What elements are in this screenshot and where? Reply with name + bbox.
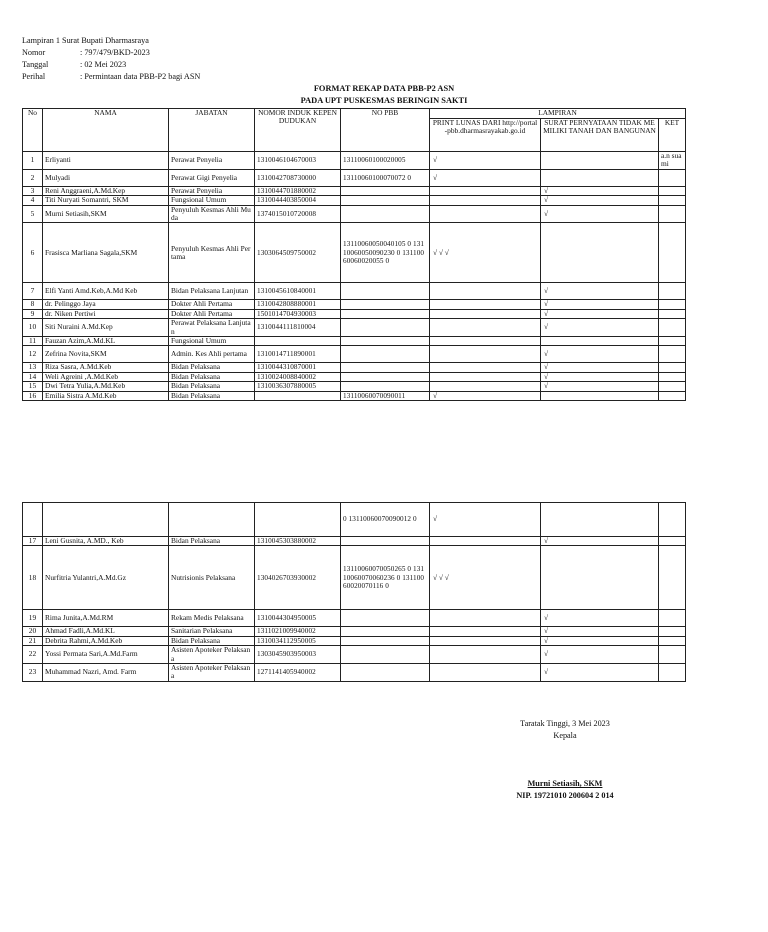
table-row	[23, 337, 686, 346]
cell-print	[430, 363, 541, 372]
cell-nama: Dwi Tetra Yulia,A.Md.Keb	[43, 382, 169, 391]
cell-pbb: 0 13110060070090012 0	[341, 503, 430, 537]
doc-title-line2: PADA UPT PUSKESMAS BERINGIN SAKTI	[300, 96, 468, 105]
cell-nik	[255, 503, 341, 537]
cell-surat: √	[541, 283, 659, 300]
cell-surat: √	[541, 186, 659, 195]
cell-no: 15	[23, 382, 43, 391]
cell-nik	[255, 337, 341, 346]
cell-nik: 1310044111810004	[255, 319, 341, 337]
cell-print	[430, 537, 541, 546]
cell-surat	[541, 503, 659, 537]
cell-surat: √	[541, 363, 659, 372]
header-key: Tanggal	[22, 60, 49, 69]
cell-no: 16	[23, 391, 43, 400]
cell-surat	[541, 391, 659, 400]
cell-pbb	[341, 664, 430, 682]
cell-jabatan: Perawat Pelaksana Lanjutan	[169, 319, 255, 337]
cell-no: 2	[23, 169, 43, 186]
cell-nama: Leni Gusnita, A.MD., Keb	[43, 537, 169, 546]
cell-pbb	[341, 186, 430, 195]
cell-print	[430, 627, 541, 636]
cell-ket	[659, 196, 686, 205]
cell-surat	[541, 223, 659, 283]
cell-no: 13	[23, 363, 43, 372]
cell-ket	[659, 372, 686, 381]
col-header-no: No	[23, 109, 43, 152]
cell-pbb: 13110060070050265 0 13110060070060236 0 13110060020070116 0	[341, 546, 430, 610]
cell-surat	[541, 337, 659, 346]
cell-pbb	[341, 372, 430, 381]
cell-jabatan: Perawat Penyelia	[169, 186, 255, 195]
header-value: : 02 Mei 2023	[80, 60, 127, 69]
cell-nik: 1501014704930003	[255, 309, 341, 318]
cell-nama: Erliyanti	[43, 152, 169, 170]
cell-nama: Titi Nuryati Somantri, SKM	[43, 196, 169, 205]
cell-jabatan: Sanitarian Pelaksana	[169, 627, 255, 636]
cell-print	[430, 372, 541, 381]
cell-surat: √	[541, 196, 659, 205]
cell-nik: 1310036307880005	[255, 382, 341, 391]
cell-no: 20	[23, 627, 43, 636]
cell-surat: √	[541, 636, 659, 645]
cell-jabatan: Nutrisionis Pelaksana	[169, 546, 255, 610]
cell-print	[430, 283, 541, 300]
cell-no: 12	[23, 346, 43, 363]
cell-no	[23, 503, 43, 537]
cell-jabatan: Bidan Pelaksana Lanjutan	[169, 283, 255, 300]
cell-print: √	[430, 152, 541, 170]
cell-nama: Zefrina Novita,SKM	[43, 346, 169, 363]
cell-nik	[255, 391, 341, 400]
cell-nama: Yossi Permata Sari,A.Md.Farm	[43, 646, 169, 664]
table-row	[23, 372, 686, 381]
cell-jabatan	[169, 503, 255, 537]
cell-ket	[659, 300, 686, 309]
cell-pbb	[341, 196, 430, 205]
cell-no: 18	[23, 546, 43, 610]
cell-no: 22	[23, 646, 43, 664]
cell-pbb	[341, 382, 430, 391]
cell-surat: √	[541, 646, 659, 664]
cell-nama: dr. Pelinggo Jaya	[43, 300, 169, 309]
table-row	[23, 664, 686, 682]
cell-jabatan: Bidan Pelaksana	[169, 636, 255, 645]
cell-nama: Mulyadi	[43, 169, 169, 186]
cell-ket	[659, 610, 686, 627]
cell-jabatan: Bidan Pelaksana	[169, 372, 255, 381]
cell-print	[430, 346, 541, 363]
header-key: Nomor	[22, 48, 46, 57]
cell-surat: √	[541, 382, 659, 391]
cell-nik: 1374015010720008	[255, 205, 341, 223]
cell-ket	[659, 186, 686, 195]
table-row	[23, 627, 686, 636]
cell-nama	[43, 503, 169, 537]
table-row	[23, 309, 686, 318]
cell-print	[430, 664, 541, 682]
cell-nama: Muhammad Nazri, Amd. Farm	[43, 664, 169, 682]
header-key: Perihal	[22, 72, 46, 81]
cell-pbb	[341, 610, 430, 627]
cell-print	[430, 636, 541, 645]
cell-print	[430, 646, 541, 664]
cell-surat: √	[541, 300, 659, 309]
cell-nama: Fauzan Azim,A.Md.KL	[43, 337, 169, 346]
cell-nik: 1303045903950003	[255, 646, 341, 664]
doc-title-line1: FORMAT REKAP DATA PBB-P2 ASN	[313, 84, 455, 93]
cell-nama: dr. Niken Pertiwi	[43, 309, 169, 318]
cell-nik: 1310044403850004	[255, 196, 341, 205]
signature-nip: NIP. 19721010 200604 2 014	[516, 791, 614, 800]
cell-nama: Weli Agreini ,A.Md.Keb	[43, 372, 169, 381]
cell-print	[430, 337, 541, 346]
cell-nama: Reni Anggraeni,A.Md.Kep	[43, 186, 169, 195]
cell-nik: 1310044310870001	[255, 363, 341, 372]
cell-no: 23	[23, 664, 43, 682]
table-row	[23, 205, 686, 223]
cell-print	[430, 186, 541, 195]
cell-surat: √	[541, 319, 659, 337]
cell-print	[430, 610, 541, 627]
cell-jabatan: Rekam Medis Pelaksana	[169, 610, 255, 627]
cell-jabatan: Bidan Pelaksana	[169, 363, 255, 372]
cell-ket	[659, 337, 686, 346]
cell-ket	[659, 537, 686, 546]
cell-pbb	[341, 636, 430, 645]
table-row	[23, 300, 686, 309]
cell-no: 1	[23, 152, 43, 170]
cell-ket	[659, 391, 686, 400]
cell-ket	[659, 346, 686, 363]
cell-no: 5	[23, 205, 43, 223]
table-row	[23, 636, 686, 645]
cell-nik: 1310042708730000	[255, 169, 341, 186]
cell-nama: Debrita Rahmi,A.Md.Keb	[43, 636, 169, 645]
table-row	[23, 169, 686, 186]
cell-no: 8	[23, 300, 43, 309]
cell-ket	[659, 319, 686, 337]
table-row	[23, 382, 686, 391]
cell-surat: √	[541, 610, 659, 627]
cell-ket	[659, 382, 686, 391]
cell-ket	[659, 546, 686, 610]
col-header-surat: SURAT PERNYATAAN TIDAK MEMILIKI TANAH DAN BANGUNAN	[541, 119, 659, 152]
col-header-nopbb: NO PBB	[341, 109, 430, 152]
cell-ket	[659, 205, 686, 223]
cell-nik: 1310046104670003	[255, 152, 341, 170]
cell-no: 6	[23, 223, 43, 283]
signature-name-block	[470, 778, 660, 802]
cell-print	[430, 319, 541, 337]
signature-block	[470, 718, 660, 742]
cell-jabatan: Perawat Penyelia	[169, 152, 255, 170]
col-header-print: PRINT LUNAS DARI http://portal-pbb.dharmasrayakab.go.id	[430, 119, 541, 152]
cell-nama: Elfi Yanti Amd.Keb,A.Md Keb	[43, 283, 169, 300]
cell-jabatan: Dokter Ahli Pertama	[169, 300, 255, 309]
cell-pbb	[341, 363, 430, 372]
cell-pbb: 13110060100020005	[341, 152, 430, 170]
table-row	[23, 363, 686, 372]
cell-jabatan: Penyuluh Kesmas Ahli Muda	[169, 205, 255, 223]
cell-print: √	[430, 503, 541, 537]
table-row	[23, 319, 686, 337]
col-header-ket: KET	[659, 119, 686, 152]
cell-pbb: 13110060070090011	[341, 391, 430, 400]
table-row	[23, 223, 686, 283]
cell-nama: Riza Sasra, A.Md.Keb	[43, 363, 169, 372]
cell-ket	[659, 309, 686, 318]
cell-ket	[659, 503, 686, 537]
cell-jabatan: Penyuluh Kesmas Ahli Pertama	[169, 223, 255, 283]
cell-print: √	[430, 169, 541, 186]
cell-jabatan: Admin. Kes Ahli pertama	[169, 346, 255, 363]
table-row	[23, 537, 686, 546]
cell-pbb	[341, 646, 430, 664]
cell-print: √ √ √	[430, 223, 541, 283]
cell-pbb	[341, 537, 430, 546]
cell-ket	[659, 627, 686, 636]
cell-ket	[659, 169, 686, 186]
cell-pbb	[341, 309, 430, 318]
cell-pbb	[341, 627, 430, 636]
cell-nama: Rima Junita,A.Md.RM	[43, 610, 169, 627]
cell-no: 14	[23, 372, 43, 381]
header-perihal	[22, 71, 200, 83]
cell-jabatan: Bidan Pelaksana	[169, 391, 255, 400]
signature-name: Murni Setiasih, SKM	[527, 779, 603, 788]
cell-surat: √	[541, 537, 659, 546]
cell-nik: 1310045610840001	[255, 283, 341, 300]
cell-pbb: 13110060050040105 0 13110060050090230 0 13110060060020055 0	[341, 223, 430, 283]
cell-surat: √	[541, 627, 659, 636]
cell-pbb: 13110060100070072 0	[341, 169, 430, 186]
signature-place-date: Taratak Tinggi, 3 Mei 2023	[520, 719, 610, 728]
table-row	[23, 610, 686, 627]
cell-no: 19	[23, 610, 43, 627]
table-row	[23, 346, 686, 363]
cell-print	[430, 205, 541, 223]
cell-nik: 1310044304950005	[255, 610, 341, 627]
cell-ket	[659, 283, 686, 300]
cell-print: √ √ √	[430, 546, 541, 610]
cell-surat: √	[541, 205, 659, 223]
cell-ket	[659, 636, 686, 645]
letter-header	[22, 35, 200, 83]
cell-nik: 1304026703930002	[255, 546, 341, 610]
table-row	[23, 186, 686, 195]
cell-nama: Siti Nuraini A.Md.Kep	[43, 319, 169, 337]
table-row	[23, 391, 686, 400]
cell-jabatan: Asisten Apoteker Pelaksana	[169, 664, 255, 682]
cell-surat: √	[541, 346, 659, 363]
cell-nama: Frasisca Marliana Sagala,SKM	[43, 223, 169, 283]
cell-nik: 1310045303880002	[255, 537, 341, 546]
cell-ket	[659, 646, 686, 664]
cell-print	[430, 196, 541, 205]
cell-nama: Nurfitria Yulantri,A.Md.Gz	[43, 546, 169, 610]
rekap-table-page2	[22, 502, 686, 682]
cell-no: 3	[23, 186, 43, 195]
cell-pbb	[341, 337, 430, 346]
header-tanggal	[22, 59, 200, 71]
table-row	[23, 196, 686, 205]
table-row	[23, 646, 686, 664]
cell-ket	[659, 664, 686, 682]
cell-ket	[659, 363, 686, 372]
col-header-nama: NAMA	[43, 109, 169, 152]
cell-pbb	[341, 205, 430, 223]
cell-jabatan: Dokter Ahli Pertama	[169, 309, 255, 318]
cell-nik: 1310034112950005	[255, 636, 341, 645]
cell-surat	[541, 546, 659, 610]
table-row	[23, 283, 686, 300]
cell-surat: √	[541, 309, 659, 318]
col-header-lampiran: LAMPIRAN	[430, 109, 686, 119]
cell-jabatan: Asisten Apoteker Pelaksana	[169, 646, 255, 664]
cell-surat	[541, 152, 659, 170]
cell-pbb	[341, 346, 430, 363]
cell-nama: Ahmad Fadli,A.Md.KL	[43, 627, 169, 636]
rekap-table-page1	[22, 108, 686, 401]
cell-print	[430, 309, 541, 318]
cell-pbb	[341, 283, 430, 300]
cell-print	[430, 300, 541, 309]
cell-ket: a.n suami	[659, 152, 686, 170]
cell-jabatan: Fungsional Umum	[169, 196, 255, 205]
cell-no: 7	[23, 283, 43, 300]
cell-jabatan: Perawat Gigi Penyelia	[169, 169, 255, 186]
cell-no: 9	[23, 309, 43, 318]
cell-no: 10	[23, 319, 43, 337]
cell-jabatan: Fungsional Umum	[169, 337, 255, 346]
header-value: : 797/479/BKD-2023	[80, 48, 150, 57]
cell-nik: 1303064509750002	[255, 223, 341, 283]
cell-surat	[541, 169, 659, 186]
cell-nik: 1310014711890001	[255, 346, 341, 363]
cell-no: 21	[23, 636, 43, 645]
col-header-jabatan: JABATAN	[169, 109, 255, 152]
table-row	[23, 546, 686, 610]
cell-jabatan: Bidan Pelaksana	[169, 537, 255, 546]
cell-no: 17	[23, 537, 43, 546]
header-nomor	[22, 47, 200, 59]
cell-ket	[659, 223, 686, 283]
cell-pbb	[341, 300, 430, 309]
cell-nik: 1310044701880002	[255, 186, 341, 195]
cell-pbb	[341, 319, 430, 337]
cell-nik: 1311021009940002	[255, 627, 341, 636]
cell-surat: √	[541, 372, 659, 381]
cell-nama: Murni Setiasih,SKM	[43, 205, 169, 223]
table-row	[23, 152, 686, 170]
cell-surat: √	[541, 664, 659, 682]
col-header-nik: NOMOR INDUK KEPENDUDUKAN	[255, 109, 341, 152]
table-row-continuation	[23, 503, 686, 537]
cell-no: 4	[23, 196, 43, 205]
cell-nik: 1310024008840002	[255, 372, 341, 381]
cell-nik: 1310042808880001	[255, 300, 341, 309]
cell-nik: 1271141405940002	[255, 664, 341, 682]
cell-jabatan: Bidan Pelaksana	[169, 382, 255, 391]
lampiran-line: Lampiran 1 Surat Bupati Dharmasraya	[22, 36, 149, 45]
cell-print	[430, 382, 541, 391]
cell-no: 11	[23, 337, 43, 346]
signature-role: Kepala	[553, 731, 577, 740]
cell-nama: Emilia Sistra A.Md.Keb	[43, 391, 169, 400]
header-value: : Permintaan data PBB-P2 bagi ASN	[80, 72, 201, 81]
cell-print: √	[430, 391, 541, 400]
